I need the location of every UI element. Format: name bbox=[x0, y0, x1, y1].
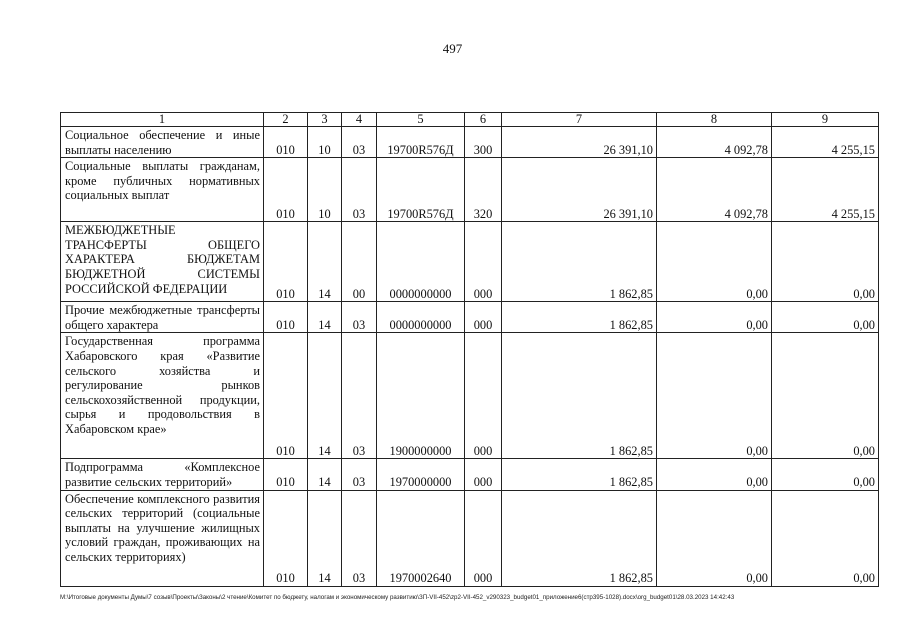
budget-table bbox=[60, 112, 879, 587]
cell-target: 1970000000 bbox=[377, 459, 465, 490]
column-header: 6 bbox=[465, 113, 502, 127]
cell-amount-3: 0,00 bbox=[772, 222, 879, 302]
cell-code: 010 bbox=[264, 127, 308, 158]
cell-target: 0000000000 bbox=[377, 222, 465, 302]
row-name: Подпрограмма «Комплексное развитие сельских территорий» bbox=[61, 459, 264, 490]
cell-target: 0000000000 bbox=[377, 302, 465, 333]
cell-amount-1: 1 862,85 bbox=[502, 302, 657, 333]
cell-subsection: 03 bbox=[342, 158, 377, 222]
table-row bbox=[61, 459, 879, 490]
column-header: 7 bbox=[502, 113, 657, 127]
cell-section: 14 bbox=[308, 302, 342, 333]
cell-target: 1970002640 bbox=[377, 490, 465, 586]
cell-amount-3: 0,00 bbox=[772, 490, 879, 586]
cell-section: 10 bbox=[308, 158, 342, 222]
cell-amount-3: 4 255,15 bbox=[772, 127, 879, 158]
cell-section: 14 bbox=[308, 490, 342, 586]
table-row bbox=[61, 158, 879, 222]
cell-type: 000 bbox=[465, 333, 502, 459]
column-header: 8 bbox=[657, 113, 772, 127]
cell-code: 010 bbox=[264, 158, 308, 222]
footer-file-path: M:\Итоговые документы Думы\7 созыв\Проекты\Законы\2 чтение\Комитет по бюджету, налогам и экономическому развитию\ЗП-VII-452\zp2-VII-452_v290323_budget01_приложение6(стр395-1028).docx\org_budget01\28.03.2023 14:42:43 bbox=[60, 594, 735, 601]
row-name: Государственная программа Хабаровского края «Развитие сельского хозяйства и регулирование рынков сельскохозяйственной продукции, сырья и продовольствия в Хабаровском крае» bbox=[61, 333, 264, 459]
table-row bbox=[61, 302, 879, 333]
column-header: 2 bbox=[264, 113, 308, 127]
cell-target: 19700R576Д bbox=[377, 127, 465, 158]
cell-subsection: 03 bbox=[342, 302, 377, 333]
cell-type: 000 bbox=[465, 490, 502, 586]
row-name: Социальное обеспечение и иные выплаты населению bbox=[61, 127, 264, 158]
column-header: 9 bbox=[772, 113, 879, 127]
cell-code: 010 bbox=[264, 333, 308, 459]
cell-amount-3: 4 255,15 bbox=[772, 158, 879, 222]
row-name: Прочие межбюджетные трансферты общего характера bbox=[61, 302, 264, 333]
cell-amount-1: 1 862,85 bbox=[502, 459, 657, 490]
cell-amount-1: 1 862,85 bbox=[502, 490, 657, 586]
cell-code: 010 bbox=[264, 222, 308, 302]
cell-amount-2: 0,00 bbox=[657, 222, 772, 302]
cell-section: 10 bbox=[308, 127, 342, 158]
cell-amount-1: 26 391,10 bbox=[502, 158, 657, 222]
cell-amount-2: 0,00 bbox=[657, 490, 772, 586]
row-name: Социальные выплаты гражданам, кроме публичных нормативных социальных выплат bbox=[61, 158, 264, 222]
cell-amount-2: 0,00 bbox=[657, 302, 772, 333]
cell-subsection: 03 bbox=[342, 459, 377, 490]
cell-amount-2: 4 092,78 bbox=[657, 127, 772, 158]
table-row bbox=[61, 333, 879, 459]
cell-subsection: 03 bbox=[342, 490, 377, 586]
table-row bbox=[61, 490, 879, 586]
cell-amount-2: 0,00 bbox=[657, 333, 772, 459]
cell-section: 14 bbox=[308, 459, 342, 490]
table-row bbox=[61, 222, 879, 302]
cell-code: 010 bbox=[264, 302, 308, 333]
cell-target: 1900000000 bbox=[377, 333, 465, 459]
cell-section: 14 bbox=[308, 333, 342, 459]
column-header: 5 bbox=[377, 113, 465, 127]
row-name: Обеспечение комплексного развития сельских территорий (социальные выплаты на улучшение жилищных условий граждан, проживающих на сельских территориях) bbox=[61, 490, 264, 586]
cell-amount-2: 4 092,78 bbox=[657, 158, 772, 222]
cell-code: 010 bbox=[264, 490, 308, 586]
column-header: 1 bbox=[61, 113, 264, 127]
column-header: 4 bbox=[342, 113, 377, 127]
column-header: 3 bbox=[308, 113, 342, 127]
cell-subsection: 03 bbox=[342, 333, 377, 459]
cell-amount-3: 0,00 bbox=[772, 459, 879, 490]
cell-amount-1: 1 862,85 bbox=[502, 222, 657, 302]
cell-amount-1: 1 862,85 bbox=[502, 333, 657, 459]
cell-type: 000 bbox=[465, 302, 502, 333]
cell-amount-2: 0,00 bbox=[657, 459, 772, 490]
table-row bbox=[61, 127, 879, 158]
cell-type: 320 bbox=[465, 158, 502, 222]
cell-type: 000 bbox=[465, 222, 502, 302]
cell-subsection: 00 bbox=[342, 222, 377, 302]
cell-section: 14 bbox=[308, 222, 342, 302]
cell-subsection: 03 bbox=[342, 127, 377, 158]
row-name: МЕЖБЮДЖЕТНЫЕ ТРАНСФЕРТЫ ОБЩЕГО ХАРАКТЕРА БЮДЖЕТАМ БЮДЖЕТНОЙ СИСТЕМЫ РОССИЙСКОЙ ФЕДЕРАЦИИ bbox=[61, 222, 264, 302]
cell-code: 010 bbox=[264, 459, 308, 490]
cell-amount-1: 26 391,10 bbox=[502, 127, 657, 158]
cell-amount-3: 0,00 bbox=[772, 333, 879, 459]
table-header-row bbox=[61, 113, 879, 127]
cell-amount-3: 0,00 bbox=[772, 302, 879, 333]
cell-type: 000 bbox=[465, 459, 502, 490]
cell-type: 300 bbox=[465, 127, 502, 158]
cell-target: 19700R576Д bbox=[377, 158, 465, 222]
page-number: 497 bbox=[442, 41, 463, 56]
